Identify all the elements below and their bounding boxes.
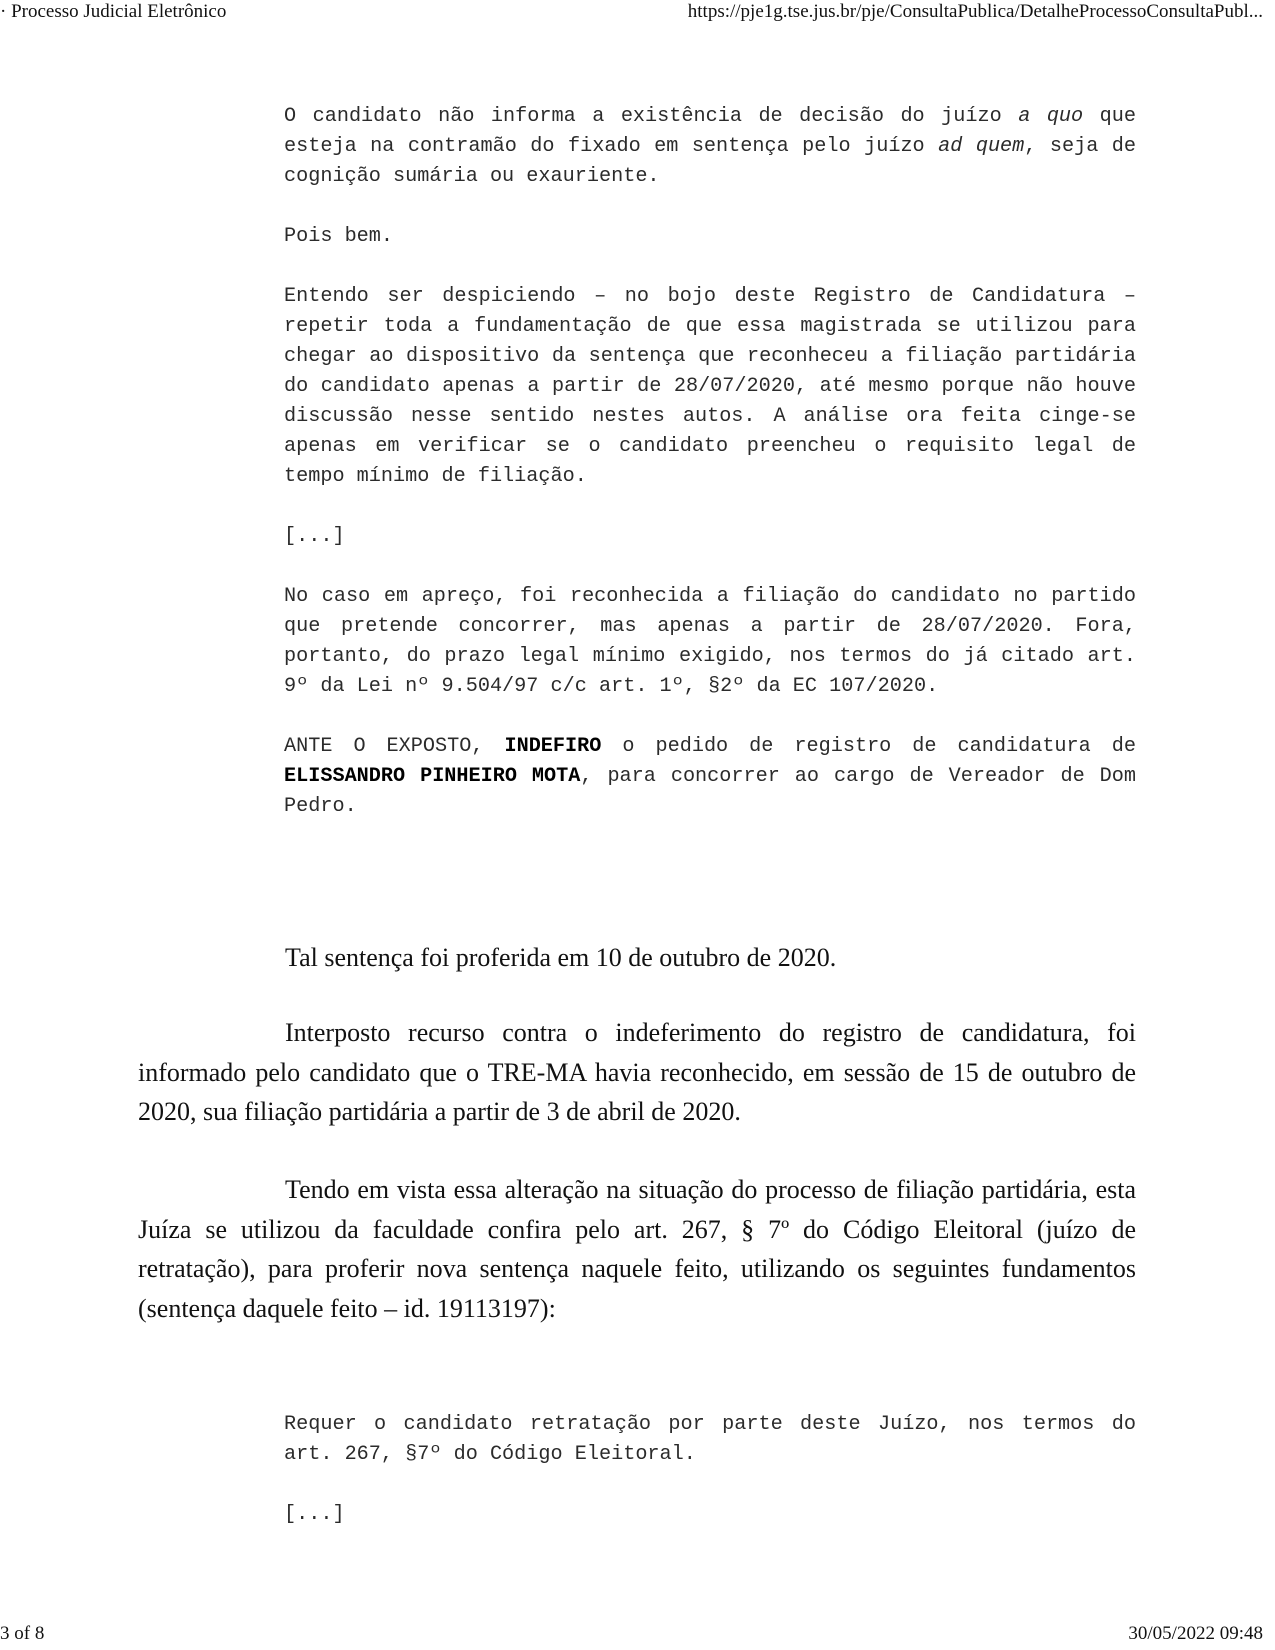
quote-paragraph: No caso em apreço, foi reconhecida a filiação do candidato no partido que pretende concorrer, mas apenas a partir de 28/07/2020. Fora, portanto, do prazo legal mínimo exigido, nos termos do já citado art. 9º da Lei nº 9.504/97 c/c art. 1º, §2º da EC 107/2020. xyxy=(284,585,1136,698)
quote-ellipsis: [...] xyxy=(284,1503,345,1526)
quoted-sentence-block xyxy=(284,102,1136,822)
quote-paragraph: Entendo ser despiciendo – no bojo deste Registro de Candidatura – repetir toda a fundamentação de que essa magistrada se utilizou para chegar ao dispositivo da sentença que reconheceu a filiação partidária do candidato apenas a partir de 28/07/2020, até mesmo porque não houve discussão nesse sentido nestes autos. A análise ora feita cinge-se apenas em verificar se o candidato preencheu o requisito legal de tempo mínimo de filiação. xyxy=(284,285,1136,488)
body-paragraph: Interposto recurso contra o indeferimento do registro de candidatura, foi informado pelo candidato que o TRE-MA havia reconhecido, em sessão de 15 de outubro de 2020, sua filiação partidária a partir de 3 de abril de 2020. xyxy=(138,1018,1136,1126)
body-paragraph: Tal sentença foi proferida em 10 de outubro de 2020. xyxy=(285,943,837,972)
body-paragraph: Tendo em vista essa alteração na situação do processo de filiação partidária, esta Juíza se utilizou da faculdade confira pelo art. 267, § 7º do Código Eleitoral (juízo de retratação), para proferir nova sentença naquele feito, utilizando os seguintes fundamentos (sentença daquele feito – id. 19113197): xyxy=(138,1175,1136,1323)
quote-ellipsis: [...] xyxy=(284,525,345,548)
quote-ruling-paragraph: ANTE O EXPOSTO, INDEFIRO o pedido de registro de candidatura de ELISSANDRO PINHEIRO MOTA, para concorrer ao cargo de Vereador de Dom Pedro. xyxy=(284,735,1136,818)
header-url: https://pje1g.tse.jus.br/pje/ConsultaPublica/DetalheProcessoConsultaPubl... xyxy=(687,1,1263,22)
page-counter: 3 of 8 xyxy=(0,1623,45,1644)
quote-paragraph: Requer o candidato retratação por parte deste Juízo, nos termos do art. 267, §7º do Código Eleitoral. xyxy=(284,1413,1136,1466)
print-timestamp: 30/05/2022 09:48 xyxy=(1128,1623,1263,1644)
quote-paragraph: Pois bem. xyxy=(284,225,394,248)
header-page-title: · Processo Judicial Eletrônico xyxy=(0,1,227,22)
quoted-sentence-block xyxy=(284,1410,1136,1530)
quote-paragraph: O candidato não informa a existência de decisão do juízo a quo que esteja na contramão do fixado em sentença pelo juízo ad quem, seja de cognição sumária ou exauriente. xyxy=(284,105,1137,188)
